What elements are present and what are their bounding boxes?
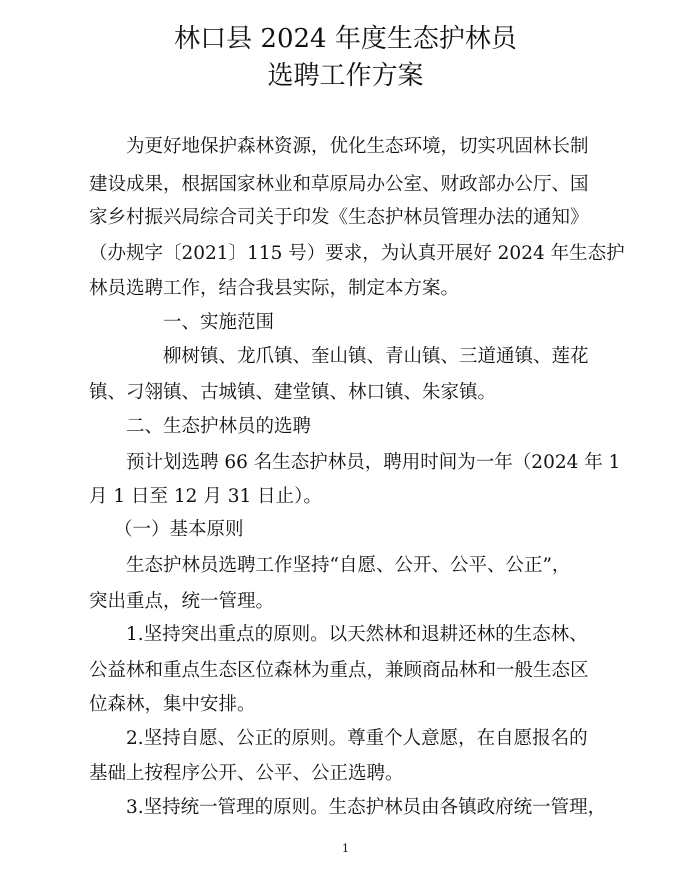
paragraph-line: 公益林和重点生态区位森林为重点，兼顾商品林和一般生态区 bbox=[89, 660, 589, 681]
paragraph-line: 基础上按程序公开、公平、公正选聘。 bbox=[89, 763, 404, 784]
section-heading-selection: 二、生态护林员的选聘 bbox=[126, 416, 312, 437]
paragraph-line: （办规字〔2021〕115 号）要求，为认真开展好 2024 年生态护 bbox=[89, 243, 625, 264]
paragraph-line: 月 1 日至 12 月 31 日止）。 bbox=[89, 486, 322, 507]
paragraph-line: 为更好地保护森林资源，优化生态环境，切实巩固林长制 bbox=[126, 136, 589, 157]
paragraph-line: 位森林，集中安排。 bbox=[89, 694, 256, 715]
paragraph-line: 镇、刁翎镇、古城镇、建堂镇、林口镇、朱家镇。 bbox=[89, 382, 497, 403]
section-heading-scope: 一、实施范围 bbox=[163, 312, 275, 333]
subsection-heading-principles: （一）基本原则 bbox=[114, 519, 244, 540]
page-number: 1 bbox=[342, 842, 349, 855]
paragraph-line: 预计划选聘 66 名生态护林员，聘用时间为一年（2024 年 1 bbox=[126, 452, 621, 473]
paragraph-line: 林员选聘工作，结合我县实际，制定本方案。 bbox=[89, 278, 460, 299]
paragraph-line: 家乡村振兴局综合司关于印发《生态护林员管理办法的通知》 bbox=[89, 207, 589, 228]
paragraph-line: 建设成果，根据国家林业和草原局办公室、财政部办公厅、国 bbox=[89, 174, 589, 195]
paragraph-line: 柳树镇、龙爪镇、奎山镇、青山镇、三道通镇、莲花 bbox=[163, 346, 589, 367]
document-title-line-1: 林口县 2024 年度生态护林员 bbox=[174, 24, 517, 54]
paragraph-line: 生态护林员选聘工作坚持“自愿、公开、公平、公正”， bbox=[126, 555, 571, 576]
paragraph-line: 1.坚持突出重点的原则。以天然林和退耕还林的生态林、 bbox=[126, 624, 588, 645]
document-title-line-2: 选聘工作方案 bbox=[267, 61, 424, 91]
paragraph-line: 3.坚持统一管理的原则。生态护林员由各镇政府统一管理， bbox=[126, 797, 607, 818]
paragraph-line: 突出重点，统一管理。 bbox=[89, 591, 275, 612]
paragraph-line: 2.坚持自愿、公正的原则。尊重个人意愿，在自愿报名的 bbox=[126, 728, 588, 749]
